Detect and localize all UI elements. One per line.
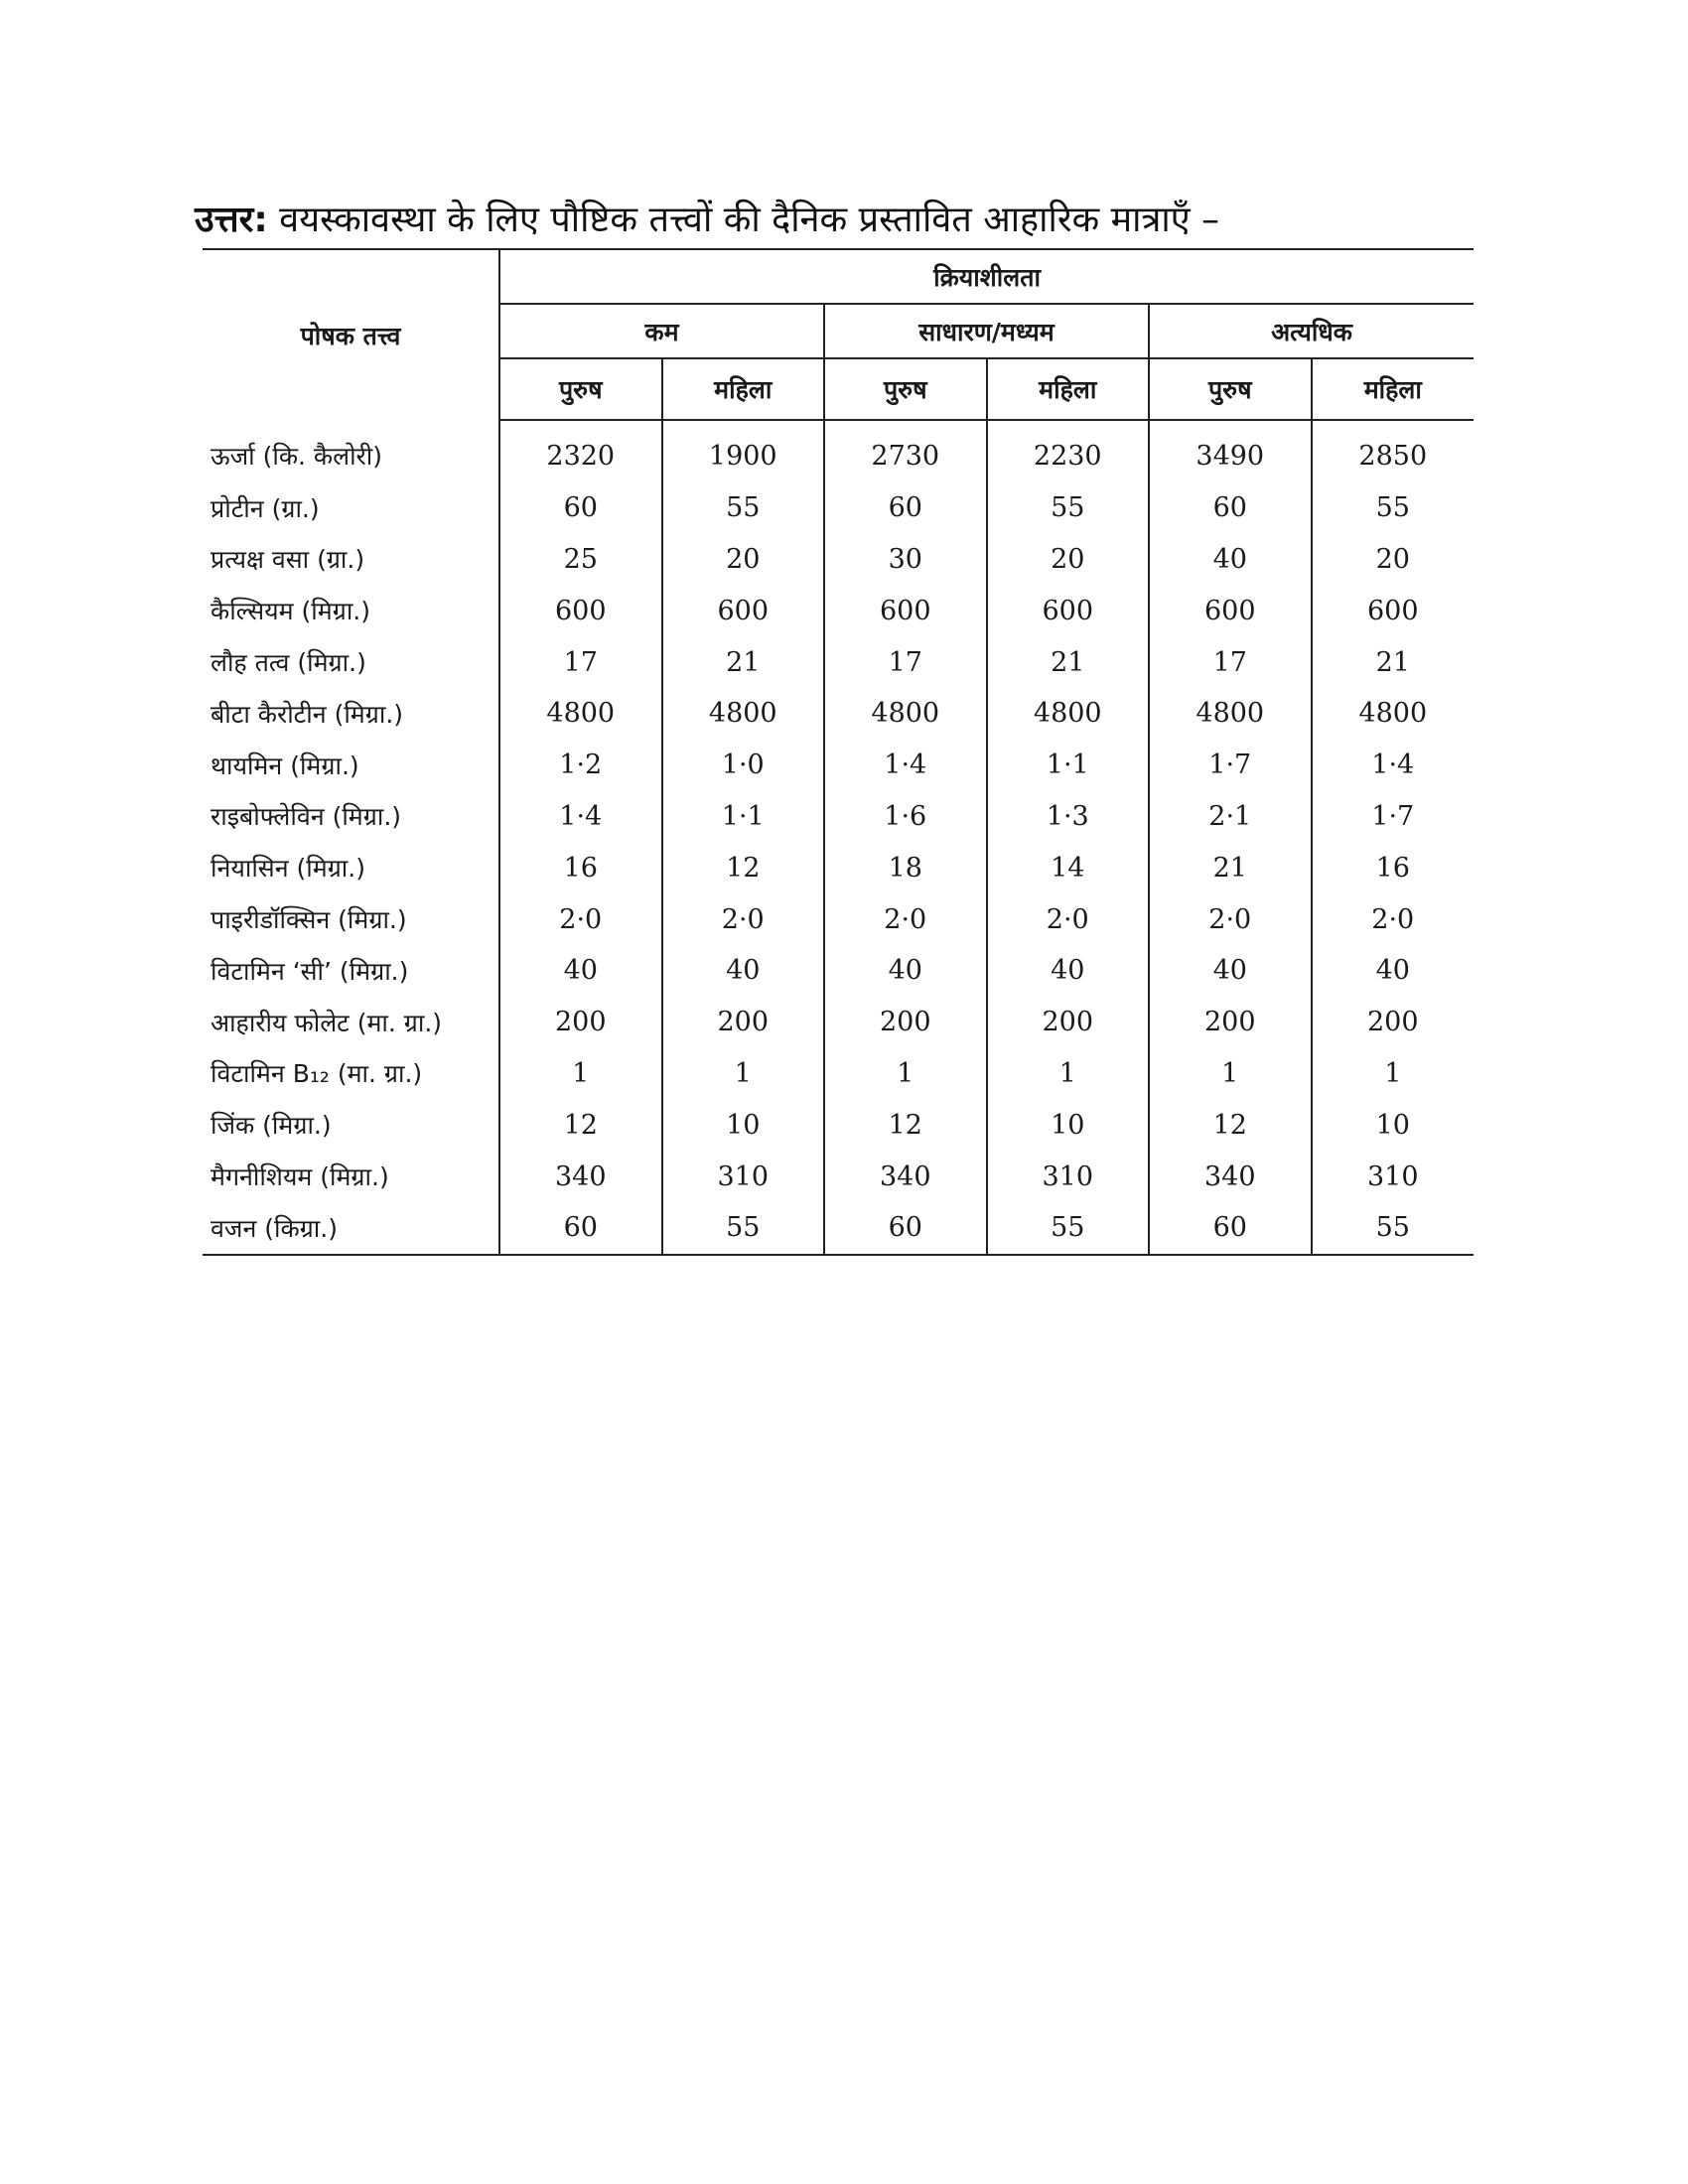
nutrient-value: 200 [1312, 997, 1475, 1048]
nutrient-value: 25 [563, 543, 598, 575]
nutrient-value: 310 [662, 1151, 825, 1202]
nutrient-value: 17 [1149, 636, 1312, 688]
nutrient-value: 1·0 [662, 740, 825, 791]
nutrient-value: 340 [554, 1160, 607, 1192]
nutrient-table [203, 248, 1474, 1256]
nutrient-value: 40 [824, 945, 987, 997]
table-row [203, 740, 1474, 791]
table-row [203, 1151, 1474, 1202]
table-row [203, 534, 1474, 586]
nutrient-value: 3490 [1149, 420, 1312, 482]
nutrient-value: 1·4 [824, 740, 987, 791]
nutrient-value: 55 [662, 482, 825, 534]
nutrient-name: विटामिन B₁₂ (मा. ग्रा.) [203, 1048, 499, 1100]
sub-header-male: पुरुष [499, 358, 662, 420]
nutrient-value: 40 [563, 955, 598, 987]
nutrient-value: 200 [662, 997, 825, 1048]
nutrient-value: 60 [824, 1202, 987, 1255]
nutrient-name: जिंक (मिग्रा.) [203, 1099, 499, 1151]
table-body [203, 420, 1474, 1255]
nutrient-name: आहारीय फोलेट (मा. ग्रा.) [203, 997, 499, 1048]
nutrient-name: ऊर्जा (कि. कैलोरी) [203, 420, 499, 482]
table-row [203, 688, 1474, 740]
nutrient-value: 600 [554, 595, 607, 626]
heading-label: उत्तर: [195, 200, 268, 240]
nutrient-value: 10 [1312, 1099, 1475, 1151]
nutrient-value: 1·4 [559, 800, 603, 832]
nutrient-value: 40 [987, 945, 1150, 997]
nutrient-name: मैगनीशियम (मिग्रा.) [203, 1151, 499, 1202]
nutrient-name: प्रोटीन (ग्रा.) [203, 482, 499, 534]
group-header-moderate: साधारण/मध्यम [824, 304, 1149, 358]
nutrient-name: नियासिन (मिग्रा.) [203, 842, 499, 893]
nutrient-value: 2730 [824, 420, 987, 482]
nutrient-value: 60 [1149, 482, 1312, 534]
nutrient-name: प्रत्यक्ष वसा (ग्रा.) [203, 534, 499, 586]
nutrient-value: 2·0 [559, 903, 603, 935]
nutrient-value: 200 [554, 1007, 607, 1038]
table-row [203, 585, 1474, 636]
table-row [203, 420, 1474, 482]
heading [195, 195, 1495, 246]
nutrient-value: 1·1 [662, 791, 825, 843]
nutrient-value: 1 [987, 1048, 1150, 1100]
nutrient-value: 2·0 [824, 893, 987, 945]
nutrient-value: 21 [662, 636, 825, 688]
nutrient-value: 4800 [987, 688, 1150, 740]
nutrient-value: 340 [824, 1151, 987, 1202]
table-row [203, 842, 1474, 893]
nutrient-value: 40 [1149, 534, 1312, 586]
nutrient-name: विटामिन ‘सी’ (मिग्रा.) [203, 945, 499, 997]
sub-header-female: महिला [1312, 358, 1475, 420]
nutrient-value: 200 [824, 997, 987, 1048]
nutrient-name: थायमिन (मिग्रा.) [203, 740, 499, 791]
table-row [203, 1048, 1474, 1100]
nutrient-value: 2320 [546, 441, 616, 473]
nutrient-name: लौह तत्व (मिग्रा.) [203, 636, 499, 688]
nutrient-name: पाइरीडॉक्सिन (मिग्रा.) [203, 893, 499, 945]
sub-header-female: महिला [987, 358, 1150, 420]
nutrient-value: 2·0 [1149, 893, 1312, 945]
nutrient-value: 600 [1312, 585, 1475, 636]
nutrient-value: 340 [1149, 1151, 1312, 1202]
nutrient-value: 20 [1312, 534, 1475, 586]
nutrient-value: 600 [824, 585, 987, 636]
nutrient-value: 1·6 [824, 791, 987, 843]
table-row [203, 1202, 1474, 1255]
super-header: क्रियाशीलता [499, 249, 1474, 304]
nutrient-value: 310 [1312, 1151, 1475, 1202]
table-row [203, 1099, 1474, 1151]
nutrient-value: 2·0 [987, 893, 1150, 945]
nutrient-value: 1 [824, 1048, 987, 1100]
nutrient-value: 1900 [662, 420, 825, 482]
nutrient-value: 600 [1149, 585, 1312, 636]
nutrient-value: 12 [563, 1109, 598, 1141]
heading-text: वयस्कावस्था के लिए पौष्टिक तत्त्वों की दैनिक प्रस्तावित आहारिक मात्राएँ – [267, 200, 1220, 240]
nutrient-value: 40 [1149, 945, 1312, 997]
nutrient-value: 17 [563, 646, 598, 678]
nutrient-value: 4800 [1149, 688, 1312, 740]
sub-header-female: महिला [662, 358, 825, 420]
nutrient-name: बीटा कैरोटीन (मिग्रा.) [203, 688, 499, 740]
nutrient-value: 20 [662, 534, 825, 586]
nutrient-value: 4800 [1312, 688, 1475, 740]
nutrient-value: 30 [824, 534, 987, 586]
nutrient-value: 1·4 [1312, 740, 1475, 791]
nutrient-value: 600 [662, 585, 825, 636]
group-header-low: कम [499, 304, 824, 358]
nutrient-value: 4800 [546, 698, 616, 730]
nutrient-value: 21 [987, 636, 1150, 688]
nutrient-value: 21 [1149, 842, 1312, 893]
nutrient-value: 1·7 [1149, 740, 1312, 791]
nutrient-value: 200 [987, 997, 1150, 1048]
table-row [203, 636, 1474, 688]
nutrient-value: 310 [987, 1151, 1150, 1202]
sub-header-male: पुरुष [824, 358, 987, 420]
nutrient-value: 2850 [1312, 420, 1475, 482]
row-header: पोषक तत्त्व [203, 249, 499, 420]
nutrient-value: 14 [987, 842, 1150, 893]
nutrient-value: 10 [662, 1099, 825, 1151]
nutrient-value: 16 [563, 852, 598, 884]
nutrient-value: 55 [987, 482, 1150, 534]
nutrient-value: 2·0 [662, 893, 825, 945]
nutrient-value: 60 [1149, 1202, 1312, 1255]
nutrient-value: 17 [824, 636, 987, 688]
nutrient-value: 20 [987, 534, 1150, 586]
table-row [203, 945, 1474, 997]
nutrient-value: 16 [1312, 842, 1475, 893]
nutrient-value: 2230 [987, 420, 1150, 482]
nutrient-value: 1·7 [1312, 791, 1475, 843]
nutrient-value: 55 [662, 1202, 825, 1255]
nutrient-value: 55 [1312, 482, 1475, 534]
nutrient-value: 60 [563, 492, 598, 524]
table-row [203, 997, 1474, 1048]
nutrient-value: 40 [662, 945, 825, 997]
nutrient-value: 2·0 [1312, 893, 1475, 945]
group-header-high: अत्यधिक [1149, 304, 1474, 358]
nutrient-value: 55 [987, 1202, 1150, 1255]
nutrient-value: 4800 [824, 688, 987, 740]
nutrient-name: राइबोफ्लेविन (मिग्रा.) [203, 791, 499, 843]
nutrient-value: 10 [987, 1099, 1150, 1151]
nutrient-value: 1 [572, 1057, 590, 1089]
nutrient-value: 18 [824, 842, 987, 893]
nutrient-value: 60 [499, 1202, 662, 1255]
nutrient-value: 1 [1312, 1048, 1475, 1100]
nutrient-value: 600 [987, 585, 1150, 636]
nutrient-value: 55 [1312, 1202, 1475, 1255]
table-row [203, 791, 1474, 843]
nutrient-value: 2·1 [1149, 791, 1312, 843]
nutrient-value: 1·3 [987, 791, 1150, 843]
nutrient-name: वजन (किग्रा.) [203, 1202, 499, 1255]
nutrient-value: 12 [1149, 1099, 1312, 1151]
nutrient-name: कैल्सियम (मिग्रा.) [203, 585, 499, 636]
nutrient-value: 40 [1312, 945, 1475, 997]
nutrient-value: 1·2 [559, 750, 603, 781]
table-row [203, 482, 1474, 534]
nutrient-value: 4800 [662, 688, 825, 740]
sub-header-male: पुरुष [1149, 358, 1312, 420]
nutrient-value: 1 [1149, 1048, 1312, 1100]
nutrient-value: 1·1 [987, 740, 1150, 791]
nutrient-value: 12 [824, 1099, 987, 1151]
table-row [203, 893, 1474, 945]
nutrient-value: 1 [662, 1048, 825, 1100]
nutrient-value: 200 [1149, 997, 1312, 1048]
nutrient-value: 12 [662, 842, 825, 893]
nutrient-value: 60 [824, 482, 987, 534]
nutrient-value: 21 [1312, 636, 1475, 688]
